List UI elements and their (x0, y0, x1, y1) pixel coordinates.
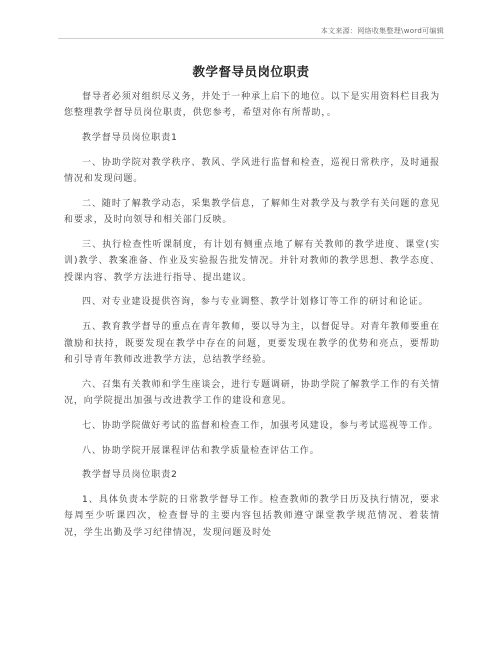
duty-paragraph: 七、协助学院做好考试的监督和检查工作，加强考风建设，参与考试巡视等工作。 (82, 420, 439, 431)
duty-paragraph: 一、协助学院对教学秩序、教风、学风进行监督和检查，巡视日常秩序，及时通报情况和发现问题。 (64, 157, 440, 185)
source-note: 本文来源：网络收集整理\word可编辑 (320, 27, 444, 35)
duty-paragraph: 1、具体负责本学院的日常教学督导工作。检查教师的教学日历及执行情况，要求每周至少听课四次，检查督导的主要内容包括教师遵守课堂教学规范情况、着装情况，学生出勤及学习纪律情况，发现问题及时处 (64, 495, 440, 538)
intro-paragraph: 督导者必须对组织尽义务，并处于一种承上启下的地位。以下是实用资料栏目我为您整理教学督导员岗位职责，供您参考，希望对你有所帮助，。 (64, 92, 440, 119)
section-heading-1: 教学督导员岗位职责1 (82, 133, 178, 144)
duty-paragraph: 四、对专业建设提供咨询，参与专业调整、教学计划修订等工作的研讨和论证。 (82, 297, 429, 308)
header-divider (58, 38, 444, 39)
duty-paragraph: 六、召集有关教师和学生座谈会，进行专题调研，协助学院了解教学工作的有关情况，向学院提出加强与改进教学工作的建设和意见。 (64, 379, 440, 406)
duty-paragraph: 五、教育教学督导的重点在青年教师，要以导为主，以督促导。对青年教师要重在激励和扶持，既要发现在教学中存在的问题，更要发现在教学的优势和亮点，要帮助和引导青年教师改进教学方法，总结教学经验。 (64, 322, 440, 365)
duty-paragraph: 八、协助学院开展课程评估和教学质量检查评估工作。 (82, 445, 320, 456)
document-body (64, 89, 440, 550)
duty-paragraph: 三、执行检查性听课制度，有计划有侧重点地了解有关教师的教学进度、课堂(实训)教学、教案准备、作业及实验报告批发情况。并针对教师的教学思想、教学态度、授课内容、教学方法进行指导、提出建议。 (64, 240, 440, 283)
section-heading-2: 教学督导员岗位职责2 (82, 470, 178, 481)
duty-paragraph: 二、随时了解教学动态，采集教学信息，了解师生对教学及与教学有关问题的意见和要求，及时向领导和相关部门反映。 (64, 198, 440, 226)
document-title: 教学督导员岗位职责 (192, 64, 310, 79)
